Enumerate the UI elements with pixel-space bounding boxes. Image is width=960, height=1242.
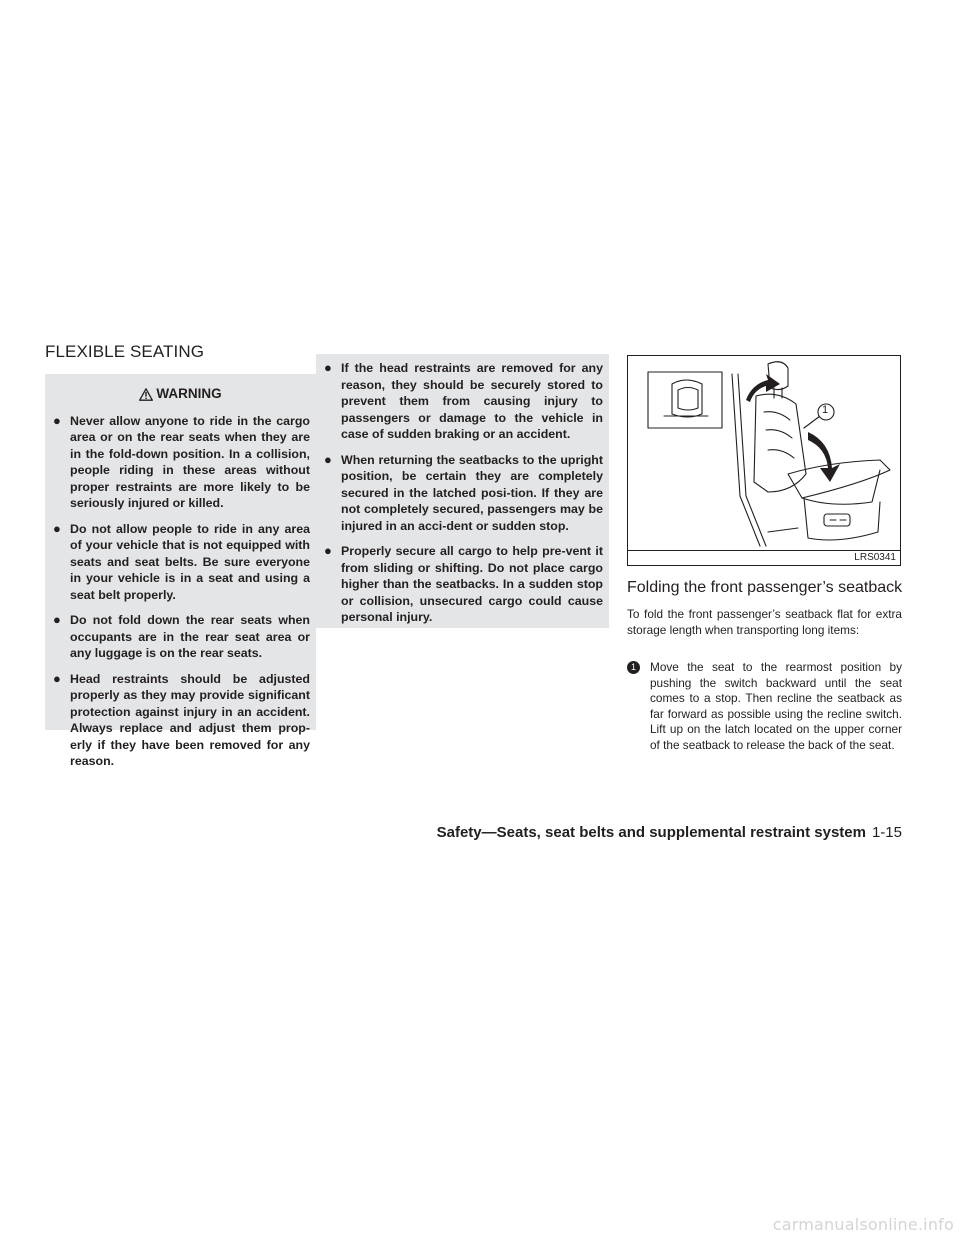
bullet-icon: ● [53, 520, 61, 536]
bullet-icon: ● [324, 360, 332, 375]
bullet-icon: ● [53, 412, 61, 428]
warning-item [53, 612, 310, 662]
warning-list-left [45, 413, 316, 770]
warning-item [53, 413, 310, 512]
figure-code: LRS0341 [854, 552, 896, 563]
warning-box [45, 374, 316, 768]
seat-illustration [627, 355, 901, 566]
footer-section: Safety—Seats, seat belts and supplemental restraint system [436, 824, 866, 841]
bullet-icon: ● [53, 670, 61, 686]
bullet-icon: ● [324, 543, 332, 558]
step-text: Move the seat to the rearmost position by pushing the switch backward until the seat comes to a stop. Then recline the seatback as far forward as possible using the recline switch. Lift up on the latch located on the upper corner of the seatback to release the back of the seat. [650, 660, 902, 752]
warning-item [53, 671, 310, 770]
warning-item-text: Do not allow people to ride in any area of your vehicle that is not equipped with seats and seat belts. Be sure everyone in your vehicle is in a seat and using a seat belt properly. [70, 521, 310, 602]
step-number-icon: 1 [627, 661, 640, 674]
intro-paragraph: To fold the front passenger’s seatback flat for extra storage length when transporting long items: [627, 607, 902, 637]
step-item [627, 660, 902, 754]
bullet-icon: ● [324, 451, 332, 467]
warning-item-text: When returning the seatbacks to the upright position, be certain they are completely secured in the latched posi-tion. If they are not completely secured, passengers may be injured in an acci-dent or sudden stop. [341, 452, 603, 533]
warning-item-text: Do not fold down the rear seats when occupants are in the rear seat area or any luggage is on the rear seats. [70, 613, 310, 660]
watermark: carmanualsonline.info [772, 1215, 954, 1234]
warning-item-text: Never allow anyone to ride in the cargo area or on the rear seats when they are in the fold-down position. In a collision, people riding in these areas without proper restraints are more likely to be seriously injured or killed. [70, 413, 310, 510]
warning-item [324, 543, 603, 626]
figure-rule [628, 550, 900, 551]
seat-drawing-icon [628, 356, 899, 548]
warning-item [53, 521, 310, 604]
warning-item-text: Properly secure all cargo to help pre-vent it from sliding or shifting. Do not place cargo higher than the seatbacks. In a sudden stop or collision, unsecured cargo could cause personal injury. [341, 544, 603, 624]
warning-item-text: Head restraints should be adjusted properly as they may provide significant protection against injury in an accident. Always replace and adjust them prop-erly if they have been removed for any reason. [70, 671, 310, 768]
figure-callout: 1 [822, 404, 829, 416]
page-number: 1-15 [871, 824, 902, 841]
subsection-title: Folding the front passenger’s seatback [627, 579, 903, 596]
bullet-icon: ● [53, 612, 61, 627]
warning-item [324, 452, 603, 535]
section-title: FLEXIBLE SEATING [45, 342, 205, 361]
warning-item [324, 360, 603, 443]
warning-list-right [316, 354, 609, 626]
warning-heading-text: WARNING [156, 386, 222, 401]
page-footer [437, 824, 902, 841]
warning-box-continued [316, 354, 609, 628]
warning-triangle-icon [139, 388, 153, 401]
warning-heading [45, 386, 316, 403]
warning-item-text: If the head restraints are removed for any reason, they should be securely stored to prevent them from causing injury to passengers or damage to the vehicle in case of sudden braking or an accident. [341, 361, 603, 441]
